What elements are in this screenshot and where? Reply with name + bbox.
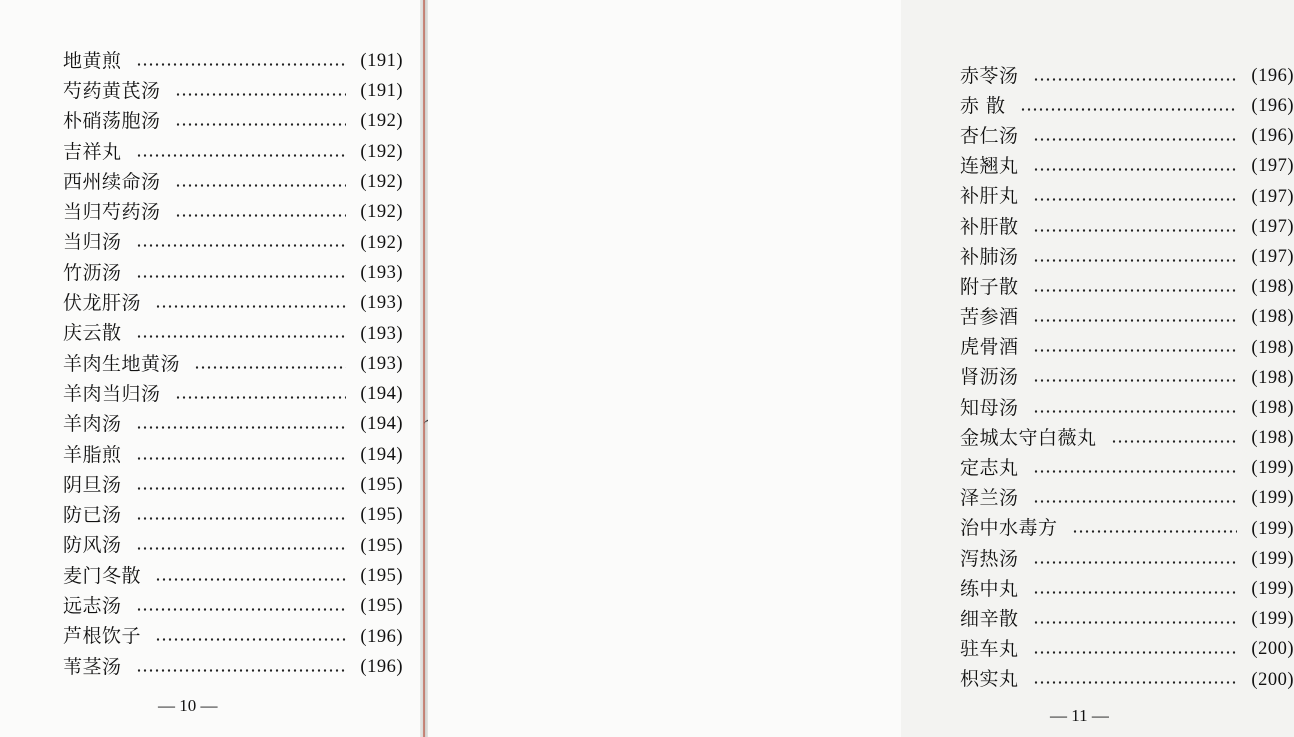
dot-leader (1033, 168, 1238, 171)
toc-entry (960, 423, 1294, 453)
dot-leader (136, 457, 347, 460)
toc-entry (63, 531, 403, 561)
dot-leader (1033, 198, 1238, 201)
dot-leader (1033, 78, 1238, 81)
dot-leader (1033, 349, 1238, 352)
entry-title: 防风汤 (63, 534, 122, 557)
entry-title: 吉祥丸 (63, 140, 122, 163)
entry-title: 苇茎汤 (63, 655, 122, 678)
dot-leader (1033, 651, 1238, 654)
toc-entry (63, 319, 403, 349)
dot-leader (136, 275, 347, 278)
right-page-number: — 11 — (1050, 706, 1109, 725)
entry-page-number: (195) (360, 565, 403, 586)
toc-entry (63, 349, 403, 379)
dot-leader (155, 578, 346, 581)
dot-leader (1033, 621, 1238, 624)
entry-title: 羊肉生地黄汤 (63, 352, 181, 375)
entry-title: 定志丸 (960, 457, 1019, 480)
entry-title: 赤苓汤 (960, 64, 1019, 87)
entry-title: 伏龙肝汤 (63, 292, 142, 315)
entry-page-number: (193) (360, 353, 403, 374)
entry-title: 杏仁汤 (960, 124, 1019, 147)
dot-leader (136, 244, 347, 247)
entry-page-number: (198) (1251, 337, 1294, 358)
dot-leader (194, 366, 346, 369)
entry-page-number: (199) (1251, 579, 1294, 600)
dot-leader (136, 487, 347, 490)
entry-title: 补肝丸 (960, 185, 1019, 208)
toc-entry (63, 410, 403, 440)
dot-leader (136, 608, 347, 611)
entry-title: 练中丸 (960, 577, 1019, 600)
entry-title: 羊脂煎 (63, 443, 122, 466)
entry-title: 羊肉汤 (63, 413, 122, 436)
entry-page-number: (197) (1251, 186, 1294, 207)
toc-entry (63, 561, 403, 591)
entry-page-number: (196) (1251, 126, 1294, 147)
toc-entry (960, 272, 1294, 302)
toc-entry (63, 622, 403, 652)
entry-title: 当归汤 (63, 231, 122, 254)
toc-entry (63, 379, 403, 409)
entry-page-number: (198) (1251, 367, 1294, 388)
dot-leader (1033, 410, 1238, 413)
toc-entry (63, 228, 403, 258)
binding-line (423, 0, 425, 737)
entry-title: 治中水毒方 (960, 517, 1058, 540)
entry-title: 金城太守白薇丸 (960, 426, 1097, 449)
toc-entry (63, 652, 403, 682)
dot-leader (1033, 319, 1238, 322)
entry-title: 苦参酒 (960, 306, 1019, 329)
entry-page-number: (196) (1251, 65, 1294, 86)
toc-entry (960, 303, 1294, 333)
entry-page-number: (193) (360, 323, 403, 344)
dot-leader (1072, 530, 1238, 533)
entry-title: 庆云散 (63, 322, 122, 345)
toc-entry (63, 440, 403, 470)
toc-entry (63, 288, 403, 318)
dot-leader (136, 547, 347, 550)
entry-page-number: (192) (360, 202, 403, 223)
toc-entry (63, 500, 403, 530)
dot-leader (155, 305, 346, 308)
dot-leader (1033, 681, 1238, 684)
entry-title: 远志汤 (63, 594, 122, 617)
dot-leader (175, 93, 347, 96)
entry-title: 泽兰汤 (960, 487, 1019, 510)
entry-title: 西州续命汤 (63, 170, 161, 193)
entry-title: 芍药黄芪汤 (63, 79, 161, 102)
toc-entry (960, 635, 1294, 665)
entry-page-number: (199) (1251, 548, 1294, 569)
toc-entry (960, 393, 1294, 423)
entry-title: 当归芍药汤 (63, 201, 161, 224)
entry-page-number: (195) (360, 596, 403, 617)
dot-leader (136, 669, 347, 672)
toc-entry (960, 574, 1294, 604)
entry-page-number: (194) (360, 444, 403, 465)
entry-title: 肾沥汤 (960, 366, 1019, 389)
entry-page-number: (196) (360, 626, 403, 647)
dot-leader (136, 517, 347, 520)
dot-leader (1033, 591, 1238, 594)
toc-entry (960, 544, 1294, 574)
toc-entry (960, 333, 1294, 363)
toc-entry (960, 514, 1294, 544)
toc-entry (63, 107, 403, 137)
entry-page-number: (193) (360, 262, 403, 283)
right-toc-list (960, 61, 1294, 695)
toc-entry (960, 453, 1294, 483)
entry-page-number: (195) (360, 535, 403, 556)
entry-title: 枳实丸 (960, 668, 1019, 691)
entry-page-number: (196) (360, 656, 403, 677)
toc-entry (960, 665, 1294, 695)
entry-title: 驻车丸 (960, 638, 1019, 661)
toc-entry (960, 91, 1294, 121)
entry-page-number: (197) (1251, 156, 1294, 177)
toc-entry (63, 591, 403, 621)
entry-page-number: (194) (360, 414, 403, 435)
entry-page-number: (198) (1251, 277, 1294, 298)
toc-entry (63, 137, 403, 167)
entry-page-number: (192) (360, 232, 403, 253)
entry-title: 补肺汤 (960, 245, 1019, 268)
entry-page-number: (199) (1251, 458, 1294, 479)
toc-entry (63, 470, 403, 500)
entry-title: 防已汤 (63, 504, 122, 527)
entry-title: 朴硝荡胞汤 (63, 110, 161, 133)
entry-page-number: (200) (1251, 669, 1294, 690)
entry-title: 竹沥汤 (63, 261, 122, 284)
entry-title: 泻热汤 (960, 547, 1019, 570)
right-page (428, 0, 1294, 737)
entry-page-number: (199) (1251, 488, 1294, 509)
entry-page-number: (193) (360, 293, 403, 314)
toc-entry (960, 61, 1294, 91)
dot-leader (136, 154, 347, 157)
toc-entry (960, 152, 1294, 182)
toc-entry (960, 484, 1294, 514)
entry-page-number: (195) (360, 475, 403, 496)
entry-title: 芦根饮子 (63, 625, 142, 648)
dot-leader (155, 638, 346, 641)
entry-page-number: (192) (360, 111, 403, 132)
dot-leader (136, 335, 347, 338)
entry-title: 附子散 (960, 275, 1019, 298)
dot-leader (1111, 440, 1238, 443)
entry-page-number: (199) (1251, 518, 1294, 539)
left-page-number: — 10 — (158, 696, 218, 715)
entry-title: 知母汤 (960, 396, 1019, 419)
dot-leader (1033, 379, 1238, 382)
entry-title: 细辛散 (960, 607, 1019, 630)
left-toc-list (63, 46, 403, 682)
entry-page-number: (195) (360, 505, 403, 526)
entry-title: 麦门冬散 (63, 564, 142, 587)
dot-leader (1033, 229, 1238, 232)
entry-page-number: (191) (360, 81, 403, 102)
toc-entry (63, 76, 403, 106)
entry-page-number: (191) (360, 50, 403, 71)
dot-leader (1020, 108, 1238, 111)
dot-leader (1033, 500, 1238, 503)
toc-entry (960, 242, 1294, 272)
toc-entry (63, 167, 403, 197)
entry-page-number: (200) (1251, 639, 1294, 660)
entry-title: 赤 散 (960, 94, 1006, 117)
dot-leader (1033, 259, 1238, 262)
dot-leader (175, 184, 347, 187)
dot-leader (136, 63, 347, 66)
entry-title: 补肝散 (960, 215, 1019, 238)
toc-entry (63, 46, 403, 76)
toc-entry (63, 197, 403, 227)
toc-entry (63, 258, 403, 288)
left-page (0, 0, 420, 737)
dot-leader (175, 123, 347, 126)
toc-entry (960, 182, 1294, 212)
dot-leader (175, 396, 347, 399)
dot-leader (1033, 138, 1238, 141)
entry-page-number: (192) (360, 172, 403, 193)
toc-entry (960, 212, 1294, 242)
dot-leader (1033, 470, 1238, 473)
entry-page-number: (196) (1251, 96, 1294, 117)
entry-page-number: (192) (360, 141, 403, 162)
entry-page-number: (198) (1251, 307, 1294, 328)
entry-title: 虎骨酒 (960, 336, 1019, 359)
dot-leader (136, 426, 347, 429)
toc-entry (960, 363, 1294, 393)
entry-title: 连翘丸 (960, 155, 1019, 178)
dot-leader (1033, 561, 1238, 564)
dot-leader (1033, 289, 1238, 292)
entry-page-number: (197) (1251, 216, 1294, 237)
entry-title: 羊肉当归汤 (63, 382, 161, 405)
toc-entry (960, 604, 1294, 634)
entry-page-number: (199) (1251, 609, 1294, 630)
entry-page-number: (194) (360, 384, 403, 405)
entry-title: 地黄煎 (63, 49, 122, 72)
dot-leader (175, 214, 347, 217)
toc-entry (960, 121, 1294, 151)
entry-page-number: (198) (1251, 428, 1294, 449)
entry-page-number: (197) (1251, 246, 1294, 267)
entry-title: 阴旦汤 (63, 473, 122, 496)
entry-page-number: (198) (1251, 397, 1294, 418)
